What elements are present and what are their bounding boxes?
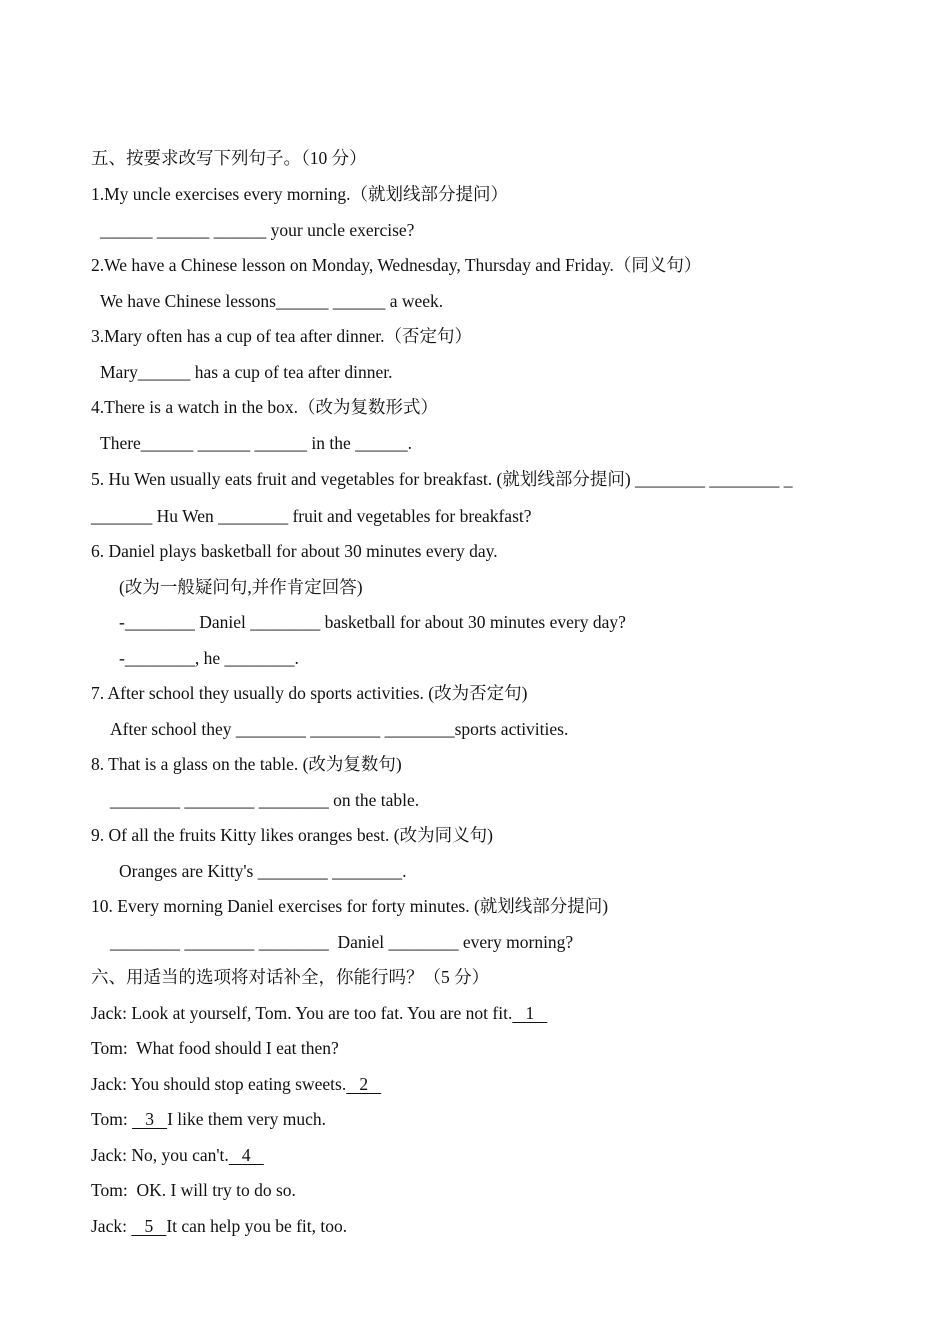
question-4-answer-line: There______ ______ ______ in the ______. [100,433,413,453]
question-3: 3.Mary often has a cup of tea after dinner.（否定句） [91,326,472,346]
blank-3: 3 [132,1109,168,1129]
blank-1: 1 [512,1003,548,1023]
dialogue-line-1-text: Jack: Look at yourself, Tom. You are too fat. You are not fit. [91,1003,513,1023]
dialogue-line-1 [91,1002,547,1024]
dialogue-line-6: Tom: OK. I will try to do so. [91,1180,296,1200]
dialogue-line-7-text: It can help you be fit, too. [166,1216,348,1236]
dialogue-line-5 [91,1144,264,1166]
question-8-answer-line: ________ ________ ________ on the table. [110,790,420,810]
blank-2: 2 [346,1074,382,1094]
dialogue-line-4 [91,1108,326,1130]
question-7: 7. After school they usually do sports activities. (改为否定句) [91,683,528,703]
question-9: 9. Of all the fruits Kitty likes oranges best. (改为同义句) [91,825,493,845]
question-8: 8. That is a glass on the table. (改为复数句) [91,754,402,774]
blank-4: 4 [228,1145,264,1165]
dialogue-line-2: Tom: What food should I eat then? [91,1038,339,1058]
question-6-answer-line-a: -________ Daniel ________ basketball for about 30 minutes every day? [119,612,626,632]
question-4: 4.There is a watch in the box.（改为复数形式） [91,397,439,417]
question-1: 1.My uncle exercises every morning.（就划线部分提问） [91,184,509,204]
question-10: 10. Every morning Daniel exercises for forty minutes. (就划线部分提问) [91,896,609,916]
question-6-answer-line-b: -________, he ________. [119,648,299,668]
section5-heading: 五、按要求改写下列句子。（10 分） [91,148,367,168]
question-5: 5. Hu Wen usually eats fruit and vegetables for breakfast. (就划线部分提问) ________ ________ _ [91,469,793,489]
dialogue-line-4-text: I like them very much. [167,1109,326,1129]
dialogue-line-7-speaker: Jack: [91,1216,132,1236]
question-10-answer-line: ________ ________ ________ Daniel ________ every morning? [110,932,574,952]
question-1-answer-line: ______ ______ ______ your uncle exercise? [100,220,415,240]
question-2: 2.We have a Chinese lesson on Monday, Wednesday, Thursday and Friday.（同义句） [91,255,702,275]
dialogue-line-5-text: Jack: No, you can't. [91,1145,229,1165]
dialogue-line-7 [91,1215,347,1237]
blank-5: 5 [131,1216,167,1236]
dialogue-line-3 [91,1073,381,1095]
question-3-answer-line: Mary______ has a cup of tea after dinner. [100,362,393,382]
question-6: 6. Daniel plays basketball for about 30 minutes every day. [91,541,498,561]
section6-heading: 六、用适当的选项将对话补全，你能行吗？（5 分） [91,967,490,987]
question-9-answer-line: Oranges are Kitty's ________ ________. [119,861,407,881]
question-6-instruction: (改为一般疑问句,并作肯定回答) [119,577,363,597]
dialogue-line-4-speaker: Tom: [91,1109,133,1129]
question-5-answer-line: _______ Hu Wen ________ fruit and vegetables for breakfast? [91,506,532,526]
dialogue-line-3-text: Jack: You should stop eating sweets. [91,1074,347,1094]
question-7-answer-line: After school they ________ ________ ________sports activities. [110,719,569,739]
question-2-answer-line: We have Chinese lessons______ ______ a week. [100,291,444,311]
